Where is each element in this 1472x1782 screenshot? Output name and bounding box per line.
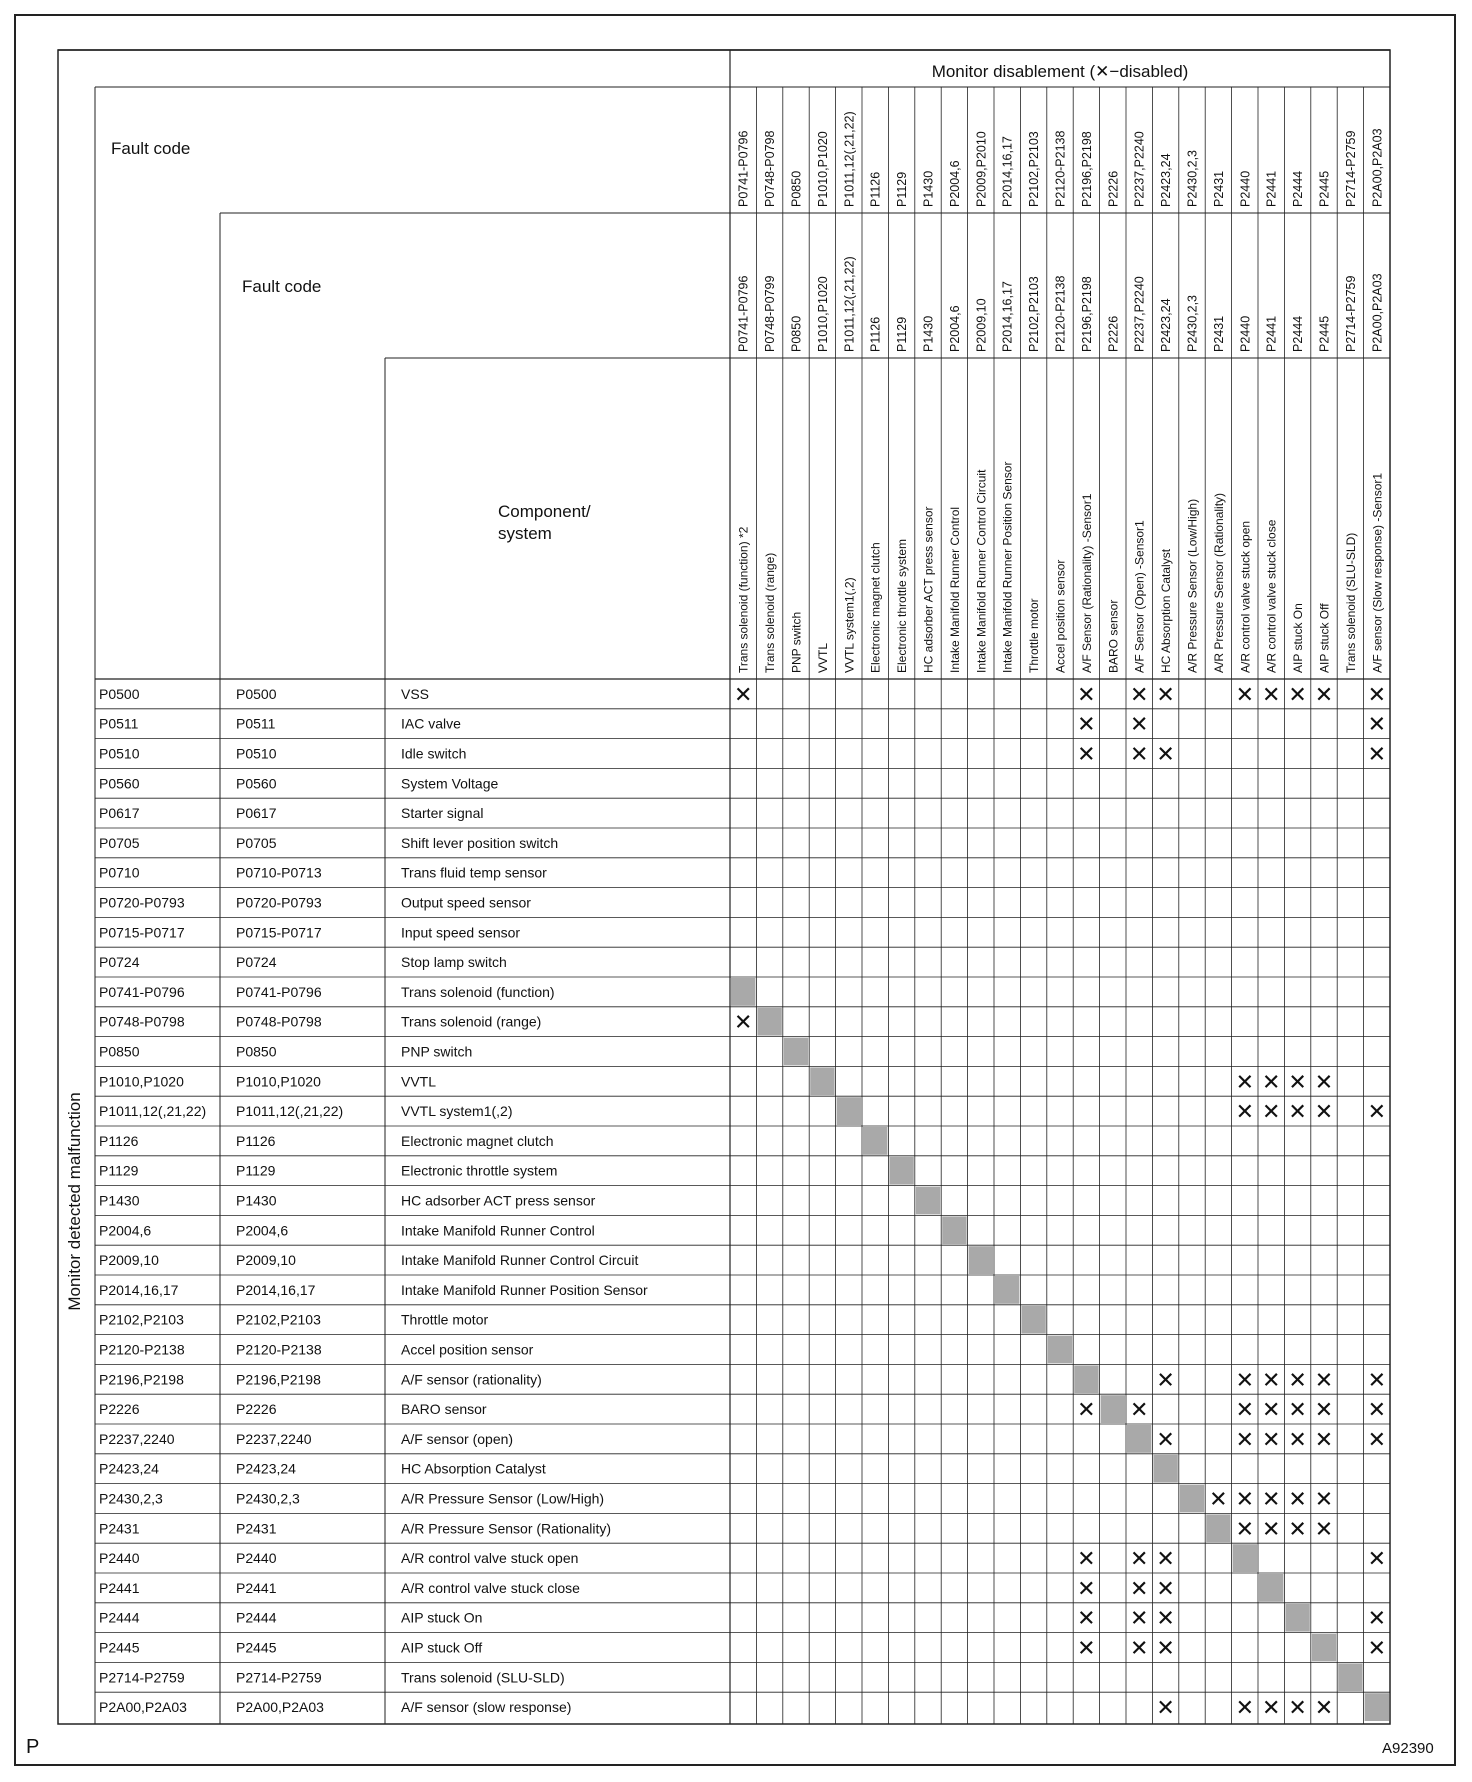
row-fault-code-1: P2196,P2198: [99, 1371, 184, 1388]
fault-code-inner-col-label: P2714-P2759: [1343, 275, 1358, 352]
disabled-mark: ✕: [1235, 1367, 1255, 1393]
disabled-mark: ✕: [1288, 1486, 1307, 1512]
row-fault-code-2: P2440: [236, 1550, 277, 1567]
component-col-label: VVTL: [815, 642, 830, 673]
fault-code-inner-col-label: P2009,10: [974, 298, 989, 352]
disabled-mark: ✕: [1235, 1069, 1255, 1095]
component-col-label: Trans solenoid (function) *2: [736, 526, 751, 673]
row-component: A/R Pressure Sensor (Rationality): [401, 1520, 612, 1537]
row-component: BARO sensor: [401, 1401, 487, 1418]
row-component: Trans solenoid (range): [401, 1013, 542, 1030]
disabled-mark: ✕: [733, 681, 753, 707]
component-col-label: Intake Manifold Runner Control Circuit: [974, 469, 989, 673]
row-fault-code-2: P0705: [236, 834, 277, 851]
row-fault-code-1: P0617: [99, 805, 140, 822]
shaded-cell: [1206, 1514, 1230, 1542]
row-component: Intake Manifold Runner Control Circuit: [401, 1252, 639, 1269]
shaded-cell: [1312, 1634, 1336, 1662]
disabled-mark: ✕: [1367, 681, 1387, 707]
component-col-label: A/R Pressure Sensor (Low/High): [1185, 498, 1200, 673]
row-component: Shift lever position switch: [401, 834, 559, 851]
disabled-mark: ✕: [1314, 1426, 1334, 1452]
row-fault-code-2: P2423,24: [236, 1460, 296, 1477]
row-component: Stop lamp switch: [401, 954, 507, 971]
component-col-label: A/F sensor (Slow response) -Sensor1: [1370, 472, 1385, 673]
fault-code-inner-col-label: P1011,12(,21,22): [842, 256, 857, 352]
row-fault-code-2: P2445: [236, 1639, 277, 1656]
row-fault-code-1: P0710: [99, 864, 140, 881]
fault-code-inner-col-label: P2102,P2103: [1027, 276, 1042, 352]
row-fault-code-1: P2226: [99, 1401, 140, 1418]
shaded-cell: [810, 1067, 834, 1095]
disabled-mark: ✕: [1314, 1397, 1334, 1423]
row-fault-code-1: P2431: [99, 1520, 140, 1537]
row-fault-code-1: P2120-P2138: [99, 1341, 185, 1358]
row-component: A/R control valve stuck close: [401, 1579, 580, 1596]
shaded-cell: [1153, 1455, 1177, 1483]
disabled-mark: ✕: [1314, 1486, 1334, 1512]
fault-code-outer-col-label: P2196,P2198: [1079, 131, 1094, 207]
component-col-label: Intake Manifold Runner Position Sensor: [1000, 461, 1015, 673]
disabled-mark: ✕: [1261, 1397, 1281, 1423]
shaded-cell: [757, 1008, 781, 1036]
disabled-mark: ✕: [1367, 1099, 1387, 1125]
fault-code-outer-col-label: P0850: [789, 170, 804, 207]
disabled-mark: ✕: [1129, 1635, 1149, 1661]
component-col-label: A/F Sensor (Rationality) -Sensor1: [1079, 493, 1094, 673]
row-fault-code-2: P2004,6: [236, 1222, 289, 1239]
row-fault-code-1: P1129: [99, 1162, 139, 1179]
fault-code-outer-col-label: P1011,12(,21,22): [842, 111, 857, 207]
fault-code-inner-col-label: P2226: [1106, 315, 1121, 352]
row-fault-code-2: P1129: [236, 1162, 276, 1179]
component-col-label: VVTL system1(,2): [842, 577, 857, 673]
component-col-label: PNP switch: [789, 611, 804, 673]
fault-code-inner-col-label: P2120-P2138: [1053, 275, 1068, 352]
row-component: Electronic throttle system: [401, 1162, 558, 1179]
shaded-cell: [1074, 1365, 1098, 1393]
component-col-label: HC Absorption Catalyst: [1159, 548, 1174, 673]
disabled-mark: ✕: [1261, 1367, 1281, 1393]
component-col-label: Intake Manifold Runner Control: [947, 506, 962, 673]
component-label-line1: Component/: [498, 502, 591, 521]
row-fault-code-1: P2445: [99, 1639, 140, 1656]
row-component: Starter signal: [401, 805, 484, 822]
component-col-label: AIP stuck Off: [1317, 603, 1332, 673]
row-fault-code-2: P2196,P2198: [236, 1371, 321, 1388]
fault-code-inner-col-label: P2445: [1317, 315, 1332, 352]
row-fault-code-2: P1430: [236, 1192, 277, 1209]
fault-code-inner-label: Fault code: [242, 277, 322, 296]
fault-code-outer-col-label: P2444: [1291, 170, 1306, 207]
row-component: System Voltage: [401, 775, 499, 792]
fault-code-outer-col-label: P0748-P0798: [763, 130, 778, 207]
shaded-cell: [1259, 1574, 1283, 1602]
row-fault-code-1: P0715-P0717: [99, 924, 185, 941]
fault-code-inner-col-label: P0741-P0796: [736, 275, 751, 352]
disabled-mark: ✕: [1261, 1486, 1281, 1512]
shaded-cell: [916, 1187, 940, 1215]
row-fault-code-2: P0748-P0798: [236, 1013, 322, 1030]
row-fault-code-1: P2009,10: [99, 1252, 159, 1269]
component-col-label: Accel position sensor: [1053, 559, 1068, 673]
shaded-cell: [731, 978, 755, 1006]
fault-code-outer-col-label: P1430: [921, 170, 936, 207]
fault-code-outer-col-label: P2A00,P2A03: [1370, 128, 1385, 207]
row-fault-code-1: P2A00,P2A03: [99, 1699, 187, 1716]
disabled-mark: ✕: [1077, 1546, 1096, 1572]
disabled-mark: ✕: [1367, 711, 1387, 737]
disabled-mark: ✕: [1288, 1069, 1307, 1095]
disabled-mark: ✕: [1156, 1695, 1175, 1721]
disabled-mark: ✕: [1235, 681, 1255, 707]
fault-code-outer-col-label: P1126: [868, 171, 883, 207]
disabled-mark: ✕: [1235, 1695, 1255, 1721]
row-fault-code-2: P0720-P0793: [236, 894, 322, 911]
disabled-mark: ✕: [1129, 1397, 1149, 1423]
row-fault-code-2: P2431: [236, 1520, 277, 1537]
row-fault-code-1: P2440: [99, 1550, 140, 1567]
row-fault-code-1: P2444: [99, 1609, 140, 1626]
component-col-label: Electronic magnet clutch: [868, 542, 883, 673]
disabled-mark: ✕: [733, 1009, 753, 1035]
row-fault-code-1: P0500: [99, 685, 140, 702]
disabled-mark: ✕: [1288, 1516, 1307, 1542]
fault-code-inner-col-label: P2431: [1211, 315, 1226, 352]
row-fault-code-2: P2014,16,17: [236, 1281, 316, 1298]
row-fault-code-2: P0560: [236, 775, 277, 792]
monitor-disablement-title: Monitor disablement (✕−disabled): [931, 62, 1189, 81]
row-component: Output speed sensor: [401, 894, 531, 911]
row-component: Input speed sensor: [401, 924, 521, 941]
disabled-mark: ✕: [1288, 681, 1307, 707]
shaded-cell: [1285, 1604, 1309, 1632]
fault-code-inner-col-label: P2441: [1264, 315, 1279, 352]
component-label-line2: system: [498, 524, 552, 543]
disabled-mark: ✕: [1156, 1426, 1175, 1452]
fault-code-inner-col-label: P2440: [1238, 315, 1253, 352]
component-col-label: A/R Pressure Sensor (Rationality): [1211, 492, 1226, 673]
shaded-cell: [837, 1097, 861, 1125]
row-component: Trans solenoid (SLU-SLD): [401, 1669, 565, 1686]
row-fault-code-2: P2A00,P2A03: [236, 1699, 324, 1716]
row-fault-code-1: P0724: [99, 954, 140, 971]
disabled-mark: ✕: [1288, 1099, 1307, 1125]
disabled-mark: ✕: [1209, 1486, 1228, 1512]
disabled-mark: ✕: [1156, 1575, 1175, 1601]
row-fault-code-2: P1011,12(,21,22): [236, 1103, 344, 1120]
fault-code-outer-col-label: P2237,P2240: [1132, 131, 1147, 207]
row-fault-code-2: P2102,P2103: [236, 1311, 321, 1328]
disabled-mark: ✕: [1367, 741, 1387, 767]
fault-code-inner-col-label: P2014,16,17: [1000, 281, 1015, 352]
row-fault-code-1: P0748-P0798: [99, 1013, 185, 1030]
disabled-mark: ✕: [1314, 1516, 1334, 1542]
row-fault-code-1: P2423,24: [99, 1460, 159, 1477]
shaded-cell: [1101, 1395, 1125, 1423]
disabled-mark: ✕: [1288, 1397, 1307, 1423]
fault-code-outer-col-label: P2120-P2138: [1053, 130, 1068, 207]
row-component: Intake Manifold Runner Control: [401, 1222, 595, 1239]
row-fault-code-2: P0511: [236, 715, 276, 732]
row-fault-code-1: P2014,16,17: [99, 1281, 179, 1298]
figure-id: A92390: [1382, 1740, 1434, 1757]
fault-code-inner-col-label: P2196,P2198: [1079, 276, 1094, 352]
fault-code-outer-col-label: P2441: [1264, 170, 1279, 207]
shaded-cell: [784, 1038, 808, 1066]
disabled-mark: ✕: [1235, 1397, 1255, 1423]
fault-code-outer-col-label: P2102,P2103: [1027, 131, 1042, 207]
shaded-cell: [863, 1127, 887, 1155]
row-fault-code-1: P0560: [99, 775, 140, 792]
fault-code-outer-col-label: P1129: [895, 171, 910, 207]
fault-code-outer-col-label: P1010,P1020: [815, 131, 830, 207]
row-component: Trans solenoid (function): [401, 983, 555, 1000]
component-col-label: HC adsorber ACT press sensor: [921, 506, 936, 673]
row-fault-code-1: P1126: [99, 1132, 139, 1149]
disabled-mark: ✕: [1129, 1605, 1149, 1631]
fault-code-inner-col-label: P2444: [1291, 315, 1306, 352]
row-fault-code-1: P2441: [99, 1579, 140, 1596]
fault-code-outer-col-label: P2714-P2759: [1343, 130, 1358, 207]
shaded-cell: [889, 1157, 913, 1185]
row-fault-code-2: P0850: [236, 1043, 277, 1060]
row-component: Accel position sensor: [401, 1341, 534, 1358]
fault-code-outer-col-label: P2430,2,3: [1185, 150, 1200, 207]
fault-code-inner-col-label: P0748-P0799: [763, 275, 778, 352]
row-fault-code-2: P2441: [236, 1579, 277, 1596]
row-fault-code-1: P2102,P2103: [99, 1311, 184, 1328]
disabled-mark: ✕: [1156, 741, 1175, 767]
row-fault-code-1: P1011,12(,21,22): [99, 1103, 207, 1120]
component-col-label: A/F Sensor (Open) -Sensor1: [1132, 520, 1147, 673]
row-component: Electronic magnet clutch: [401, 1132, 554, 1149]
disabled-mark: ✕: [1261, 681, 1281, 707]
row-component: HC Absorption Catalyst: [401, 1460, 546, 1477]
component-col-label: Throttle motor: [1027, 598, 1042, 673]
disabled-mark: ✕: [1129, 741, 1149, 767]
disabled-mark: ✕: [1261, 1695, 1281, 1721]
row-fault-code-1: P1010,P1020: [99, 1073, 184, 1090]
row-fault-code-2: P2120-P2138: [236, 1341, 322, 1358]
row-fault-code-1: P0741-P0796: [99, 983, 185, 1000]
disabled-mark: ✕: [1314, 1099, 1334, 1125]
shaded-cell: [942, 1216, 966, 1244]
row-fault-code-1: P0705: [99, 834, 140, 851]
disabled-mark: ✕: [1261, 1516, 1281, 1542]
disabled-mark: ✕: [1077, 1635, 1096, 1661]
disabled-mark: ✕: [1314, 681, 1334, 707]
shaded-cell: [1048, 1336, 1072, 1364]
disabled-mark: ✕: [1288, 1367, 1307, 1393]
fault-code-outer-col-label: P2423,24: [1159, 153, 1174, 207]
fault-code-inner-col-label: P2430,2,3: [1185, 295, 1200, 352]
disabled-mark: ✕: [1367, 1397, 1387, 1423]
fault-code-inner-col-label: P1129: [895, 316, 910, 352]
row-fault-code-2: P2430,2,3: [236, 1490, 300, 1507]
shaded-cell: [1233, 1544, 1257, 1572]
row-component: AIP stuck Off: [401, 1639, 483, 1656]
disabled-mark: ✕: [1288, 1695, 1307, 1721]
row-fault-code-1: P1430: [99, 1192, 140, 1209]
disabled-mark: ✕: [1367, 1367, 1387, 1393]
component-col-label: Trans solenoid (range): [763, 552, 778, 673]
disabled-mark: ✕: [1314, 1695, 1334, 1721]
row-component: AIP stuck On: [401, 1609, 483, 1626]
fault-code-inner-col-label: P2004,6: [947, 305, 962, 352]
disabled-mark: ✕: [1156, 681, 1175, 707]
disabled-mark: ✕: [1129, 711, 1149, 737]
fault-code-outer-label: Fault code: [111, 139, 191, 158]
disabled-mark: ✕: [1261, 1099, 1281, 1125]
disabled-mark: ✕: [1156, 1605, 1175, 1631]
component-col-label: Electronic throttle system: [895, 538, 910, 673]
row-component: VVTL: [401, 1073, 437, 1090]
disabled-mark: ✕: [1367, 1546, 1387, 1572]
row-component: A/F sensor (open): [401, 1430, 514, 1447]
disabled-mark: ✕: [1156, 1635, 1175, 1661]
disabled-mark: ✕: [1077, 741, 1096, 767]
row-fault-code-1: P0510: [99, 745, 140, 762]
row-fault-code-2: P0724: [236, 954, 277, 971]
disabled-mark: ✕: [1129, 681, 1149, 707]
row-fault-code-2: P0510: [236, 745, 277, 762]
disabled-mark: ✕: [1235, 1426, 1255, 1452]
row-component: A/F sensor (rationality): [401, 1371, 542, 1388]
shaded-cell: [1338, 1663, 1362, 1691]
disabled-mark: ✕: [1288, 1426, 1307, 1452]
disabled-mark: ✕: [1314, 1069, 1334, 1095]
row-fault-code-2: P2714-P2759: [236, 1669, 322, 1686]
row-fault-code-2: P1126: [236, 1132, 276, 1149]
shaded-cell: [995, 1276, 1019, 1304]
row-component: A/R control valve stuck open: [401, 1550, 579, 1567]
row-fault-code-2: P2009,10: [236, 1252, 296, 1269]
row-component: PNP switch: [401, 1043, 473, 1060]
component-col-label: Trans solenoid (SLU-SLD): [1343, 532, 1358, 673]
row-fault-code-1: P0850: [99, 1043, 140, 1060]
row-fault-code-2: P1010,P1020: [236, 1073, 321, 1090]
side-label: Monitor detected malfunction: [65, 1092, 84, 1311]
row-fault-code-2: P0710-P0713: [236, 864, 322, 881]
fault-code-inner-col-label: P2237,P2240: [1132, 276, 1147, 352]
row-component: VVTL system1(,2): [401, 1103, 513, 1120]
disabled-mark: ✕: [1156, 1367, 1175, 1393]
shaded-cell: [1021, 1306, 1045, 1334]
disabled-mark: ✕: [1077, 681, 1096, 707]
row-fault-code-1: P0720-P0793: [99, 894, 185, 911]
row-fault-code-2: P2226: [236, 1401, 277, 1418]
row-component: Trans fluid temp sensor: [401, 864, 547, 881]
disabled-mark: ✕: [1235, 1099, 1255, 1125]
fault-code-outer-col-label: P2445: [1317, 170, 1332, 207]
shaded-cell: [1127, 1425, 1151, 1453]
row-fault-code-1: P2430,2,3: [99, 1490, 163, 1507]
disabled-mark: ✕: [1261, 1426, 1281, 1452]
component-col-label: A/R control valve stuck open: [1238, 520, 1253, 673]
disabled-mark: ✕: [1129, 1546, 1149, 1572]
fault-code-outer-col-label: P2004,6: [947, 160, 962, 207]
component-col-label: AIP stuck On: [1291, 603, 1306, 673]
row-fault-code-2: P2237,2240: [236, 1430, 312, 1447]
row-fault-code-2: P0715-P0717: [236, 924, 322, 941]
corner-letter: P: [26, 1736, 40, 1758]
shaded-cell: [1365, 1693, 1389, 1721]
disabled-mark: ✕: [1077, 1605, 1096, 1631]
disabled-mark: ✕: [1077, 1575, 1096, 1601]
row-fault-code-2: P0617: [236, 805, 277, 822]
fault-code-outer-col-label: P2440: [1238, 170, 1253, 207]
row-fault-code-1: P0511: [99, 715, 139, 732]
row-fault-code-1: P2004,6: [99, 1222, 152, 1239]
row-component: VSS: [401, 685, 430, 702]
fault-code-inner-col-label: P1430: [921, 315, 936, 352]
fault-code-outer-col-label: P2014,16,17: [1000, 136, 1015, 207]
disabled-mark: ✕: [1156, 1546, 1175, 1572]
row-fault-code-2: P0741-P0796: [236, 983, 322, 1000]
row-component: Idle switch: [401, 745, 467, 762]
fault-code-outer-col-label: P0741-P0796: [736, 130, 751, 207]
component-col-label: BARO sensor: [1106, 599, 1121, 673]
fault-code-outer-col-label: P2009,P2010: [974, 131, 989, 207]
row-component: Intake Manifold Runner Position Sensor: [401, 1281, 648, 1298]
disabled-mark: ✕: [1367, 1605, 1387, 1631]
row-component: IAC valve: [401, 715, 461, 732]
disabled-mark: ✕: [1235, 1516, 1255, 1542]
row-fault-code-1: P2714-P2759: [99, 1669, 185, 1686]
fault-code-inner-col-label: P1126: [868, 316, 883, 352]
row-component: HC adsorber ACT press sensor: [401, 1192, 596, 1209]
disabled-mark: ✕: [1235, 1486, 1255, 1512]
fault-code-inner-col-label: P2A00,P2A03: [1370, 273, 1385, 352]
disabled-mark: ✕: [1077, 1397, 1096, 1423]
row-component: Throttle motor: [401, 1311, 489, 1328]
fault-code-inner-col-label: P2423,24: [1159, 298, 1174, 352]
fault-code-inner-col-label: P1010,P1020: [815, 276, 830, 352]
disabled-mark: ✕: [1367, 1426, 1387, 1452]
shaded-cell: [969, 1246, 993, 1274]
disabled-mark: ✕: [1367, 1635, 1387, 1661]
disabled-mark: ✕: [1129, 1575, 1149, 1601]
row-fault-code-2: P0500: [236, 685, 277, 702]
component-col-label: A/R control valve stuck close: [1264, 519, 1279, 673]
row-component: A/R Pressure Sensor (Low/High): [401, 1490, 605, 1507]
shaded-cell: [1180, 1485, 1204, 1513]
disabled-mark: ✕: [1077, 711, 1096, 737]
fault-code-outer-col-label: P2226: [1106, 170, 1121, 207]
fault-code-outer-col-label: P2431: [1211, 170, 1226, 207]
disabled-mark: ✕: [1261, 1069, 1281, 1095]
row-fault-code-1: P2237,2240: [99, 1430, 175, 1447]
disabled-mark: ✕: [1314, 1367, 1334, 1393]
row-fault-code-2: P2444: [236, 1609, 277, 1626]
row-component: A/F sensor (slow response): [401, 1699, 572, 1716]
fault-code-inner-col-label: P0850: [789, 315, 804, 352]
